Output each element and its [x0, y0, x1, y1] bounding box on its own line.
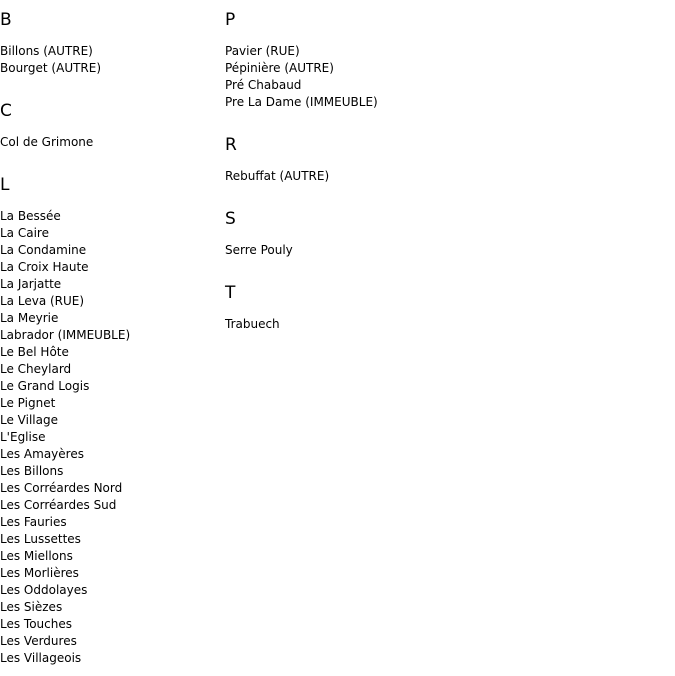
place-item: Les Billons [0, 464, 64, 478]
place-item: Les Miellons [0, 549, 73, 563]
place-item: Les Amayères [0, 447, 84, 461]
letter-group [0, 153, 225, 667]
place-item: Pré Chabaud [225, 78, 302, 92]
place-item: Le Pignet [0, 396, 56, 410]
place-item: Le Village [0, 413, 58, 427]
place-item: Rebuffat (AUTRE) [225, 169, 330, 183]
place-list [0, 208, 225, 667]
place-item: Billons (AUTRE) [0, 44, 93, 58]
place-item: Les Touches [0, 617, 72, 631]
place-item: Le Bel Hôte [0, 345, 69, 359]
place-item: La Croix Haute [0, 260, 89, 274]
place-item: Les Verdures [0, 634, 77, 648]
letter-heading: R [225, 135, 237, 155]
place-item: Pre La Dame (IMMEUBLE) [225, 95, 378, 109]
place-item: Les Sièzes [0, 600, 63, 614]
place-item: La Condamine [0, 243, 87, 257]
letter-group [225, 0, 665, 111]
place-list [0, 134, 225, 151]
letter-group [225, 113, 665, 185]
place-item: Les Lussettes [0, 532, 81, 546]
place-item: Bourget (AUTRE) [0, 61, 102, 75]
place-list [225, 168, 665, 185]
place-item: Col de Grimone [0, 135, 94, 149]
letter-heading: L [0, 175, 10, 195]
letter-group [0, 0, 225, 77]
place-item: Les Morlières [0, 566, 79, 580]
place-item: Labrador (IMMEUBLE) [0, 328, 131, 342]
index-column-left [0, 0, 225, 669]
place-item: Trabuech [225, 317, 280, 331]
place-item: Les Corréardes Sud [0, 498, 117, 512]
place-list [225, 43, 665, 111]
letter-heading: P [225, 10, 236, 30]
place-list [225, 242, 665, 259]
place-item: La Leva (RUE) [0, 294, 85, 308]
place-item: Les Corréardes Nord [0, 481, 123, 495]
place-item: Pavier (RUE) [225, 44, 300, 58]
place-item: Les Villageois [0, 651, 82, 665]
place-item: Le Grand Logis [0, 379, 90, 393]
place-item: Les Fauries [0, 515, 67, 529]
place-item: Le Cheylard [0, 362, 72, 376]
place-item: Les Oddolayes [0, 583, 88, 597]
place-list [225, 316, 665, 333]
letter-group [225, 187, 665, 259]
letter-heading: B [0, 10, 12, 30]
place-item: La Bessée [0, 209, 61, 223]
place-item: La Meyrie [0, 311, 59, 325]
place-item: La Jarjatte [0, 277, 62, 291]
place-list [0, 43, 225, 77]
letter-group [0, 79, 225, 151]
place-item: L'Eglise [0, 430, 46, 444]
letter-heading: C [0, 101, 12, 121]
letter-heading: S [225, 209, 236, 229]
index-column-right [225, 0, 665, 335]
letter-group [225, 261, 665, 333]
place-item: Serre Pouly [225, 243, 293, 257]
place-item: Pépinière (AUTRE) [225, 61, 334, 75]
letter-heading: T [225, 283, 236, 303]
place-item: La Caire [0, 226, 49, 240]
